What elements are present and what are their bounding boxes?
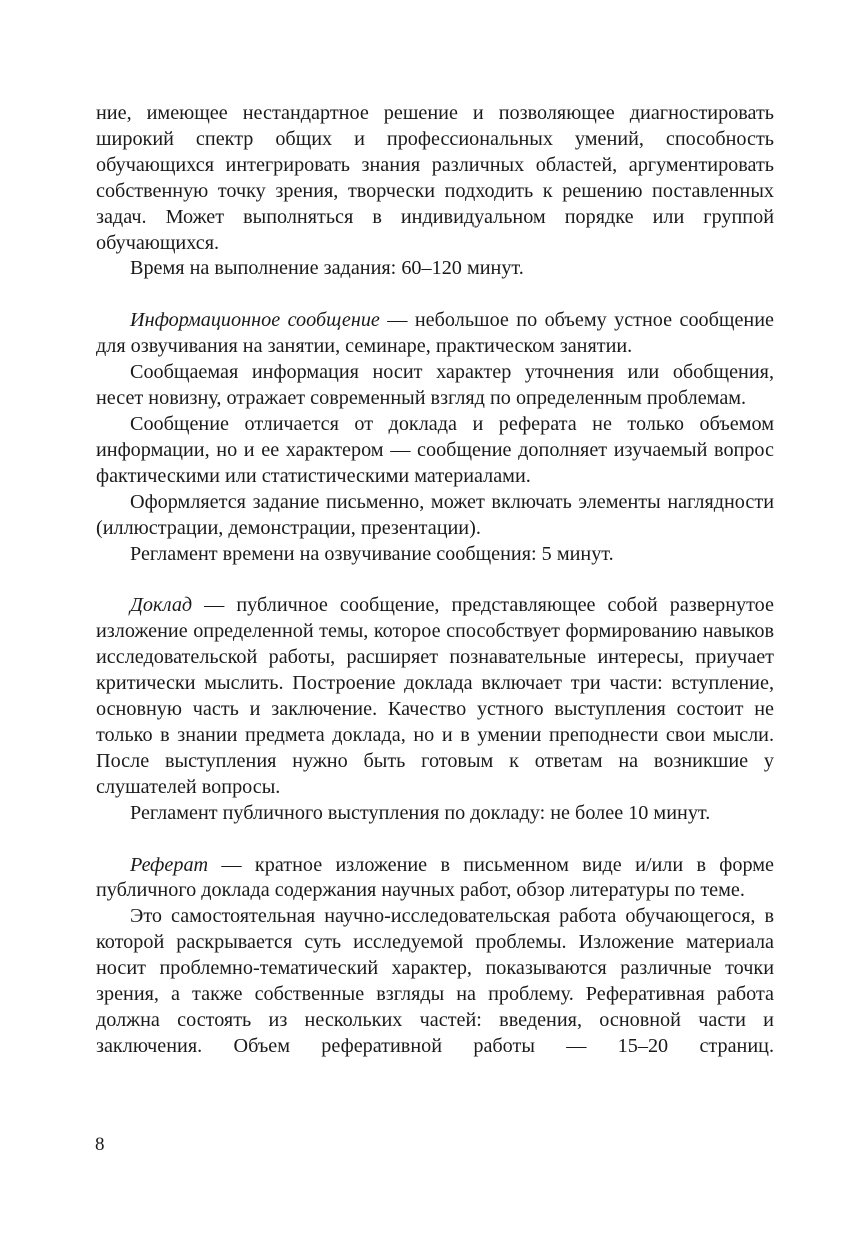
paragraph-text: — публичное сообщение, представляющее собой развернутое изложение определенной темы, которое способствует формированию навыков исследовательской работы, расширяет познавательные интересы, приучает критически мыслить. Построение доклада включает три части: вступление, основную часть и заключение. Качество устного выступления состоит не только в знании предмета доклада, но и в умении преподнести свои мысли. После выступления нужно быть готовым к ответам на возникшие у слушателей вопросы. xyxy=(96,594,774,798)
term-report: Доклад xyxy=(130,594,193,617)
paragraph-text: Оформляется задание письменно, может включать элементы наглядности (иллюстрации, демонстрации, презентации). xyxy=(96,490,774,539)
paragraph-report-time xyxy=(96,801,774,827)
paragraph-text: Регламент публичного выступления по докладу: не более 10 минут. xyxy=(130,801,711,824)
paragraph-text: ние, имеющее нестандартное решение и позволяющее диагностировать широкий спектр общих и профессиональных умений, способность обучающихся интегрировать знания различных областей, аргументировать собственную точку зрения, творчески подходить к решению поставленных задач. Может выполняться в индивидуальном порядке или группой обучающихся. xyxy=(96,102,774,254)
paragraph-report-definition xyxy=(96,593,774,800)
paragraph-info-message-format xyxy=(96,490,774,542)
paragraph-text: Регламент времени на озвучивание сообщения: 5 минут. xyxy=(130,542,614,565)
term-abstract: Реферат xyxy=(130,853,209,876)
paragraph-text: Это самостоятельная научно-исследовательская работа обучающегося, в которой раскрывается суть исследуемой проблемы. Изложение материала носит проблемно-тематический характер, показываются различные точки зрения, а также собственные взгляды на проблему. Реферативная работа должна состоять из нескольких частей: введения, основной части и заключения. Объем реферативной работы — 15–20 страниц. xyxy=(96,905,774,1057)
paragraph-text: Сообщение отличается от доклада и реферата не только объемом информации, но и ее характером — сообщение дополняет изучаемый вопрос фактическими или статистическими материалами. xyxy=(96,412,774,487)
paragraph-text: Время на выполнение задания: 60–120 минут. xyxy=(130,257,524,280)
paragraph-info-message-definition xyxy=(96,308,774,360)
term-info-message: Информационное сообщение xyxy=(130,309,380,332)
paragraph-abstract-definition xyxy=(96,853,774,905)
paragraph-task-time xyxy=(96,256,774,282)
paragraph-text: Сообщаемая информация носит характер уточнения или обобщения, несет новизну, отражает современный взгляд по определенным проблемам. xyxy=(96,361,774,410)
paragraph-info-message-content xyxy=(96,360,774,412)
paragraph-text: — кратное изложение в письменном виде и/или в форме публичного доклада содержания научных работ, обзор литературы по теме. xyxy=(96,853,774,902)
page-number: 8 xyxy=(95,1134,105,1155)
paragraph-abstract-description xyxy=(96,904,774,1059)
paragraph-continuation xyxy=(96,101,774,256)
paragraph-info-message-difference xyxy=(96,412,774,490)
page-body xyxy=(96,101,774,1060)
paragraph-text: — небольшое по объему устное сообщение для озвучивания на занятии, семинаре, практическом занятии. xyxy=(96,309,774,358)
paragraph-info-message-time xyxy=(96,542,774,568)
